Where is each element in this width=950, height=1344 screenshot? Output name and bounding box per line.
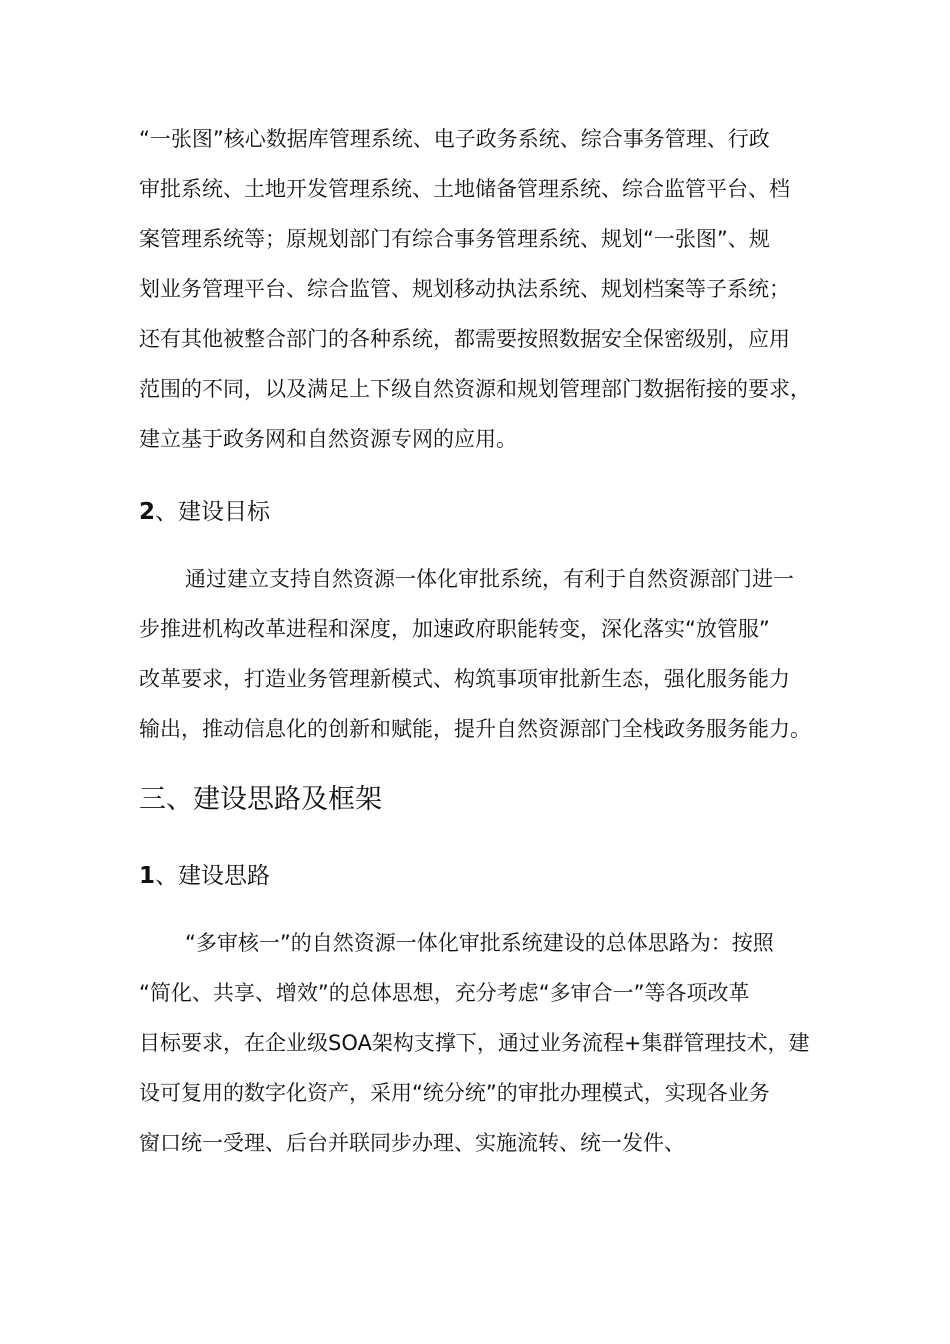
- text-line: 窗口统一受理、后台并联同步办理、实施流转、统一发件、: [139, 1131, 685, 1155]
- text-line: “多审核一”的自然资源一体化审批系统建设的总体思路为：按照: [185, 931, 774, 955]
- heading-number: 2: [139, 499, 156, 525]
- section-heading: 三、建设思路及框架: [139, 784, 382, 815]
- text-line: 步推进机构改革进程和深度，加速政府职能转变，深化落实“放管服”: [139, 617, 770, 641]
- text-line: 输出，推动信息化的创新和赋能，提升自然资源部门全栈政务服务能力。: [139, 717, 811, 741]
- heading-construction-approach: [139, 860, 270, 892]
- text-line: 范围的不同，以及满足上下级自然资源和规划管理部门数据衔接的要求，: [139, 377, 811, 401]
- heading-text: 、建设思路: [155, 863, 271, 889]
- text-line: 案管理系统等；原规划部门有综合事务管理系统、规划“一张图”、规: [139, 227, 770, 251]
- text-line: 建立基于政务网和自然资源专网的应用。: [139, 427, 517, 451]
- text-line: “简化、共享、增效”的总体思想，充分考虑“多审合一”等各项改革: [139, 981, 750, 1005]
- text-line: 通过建立支持自然资源一体化审批系统，有利于自然资源部门进一: [185, 567, 794, 591]
- text-line: 设可复用的数字化资产，采用“统分统”的审批办理模式，实现各业务: [139, 1081, 770, 1105]
- heading-number: 1: [139, 863, 156, 889]
- text-line: 还有其他被整合部门的各种系统，都需要按照数据安全保密级别，应用: [139, 327, 790, 351]
- text-line: 改革要求，打造业务管理新模式、构筑事项审批新生态，强化服务能力: [139, 667, 790, 691]
- text-line: 划业务管理平台、综合监管、规划移动执法系统、规划档案等子系统；: [139, 277, 790, 301]
- heading-construction-goal: [139, 496, 270, 528]
- text-line: 目标要求，在企业级SOA架构支撑下，通过业务流程+集群管理技术，建: [139, 1031, 810, 1055]
- heading-text: 、建设目标: [155, 499, 271, 525]
- text-line: 审批系统、土地开发管理系统、土地储备管理系统、综合监管平台、档: [139, 177, 790, 201]
- text-line: “一张图”核心数据库管理系统、电子政务系统、综合事务管理、行政: [139, 127, 770, 151]
